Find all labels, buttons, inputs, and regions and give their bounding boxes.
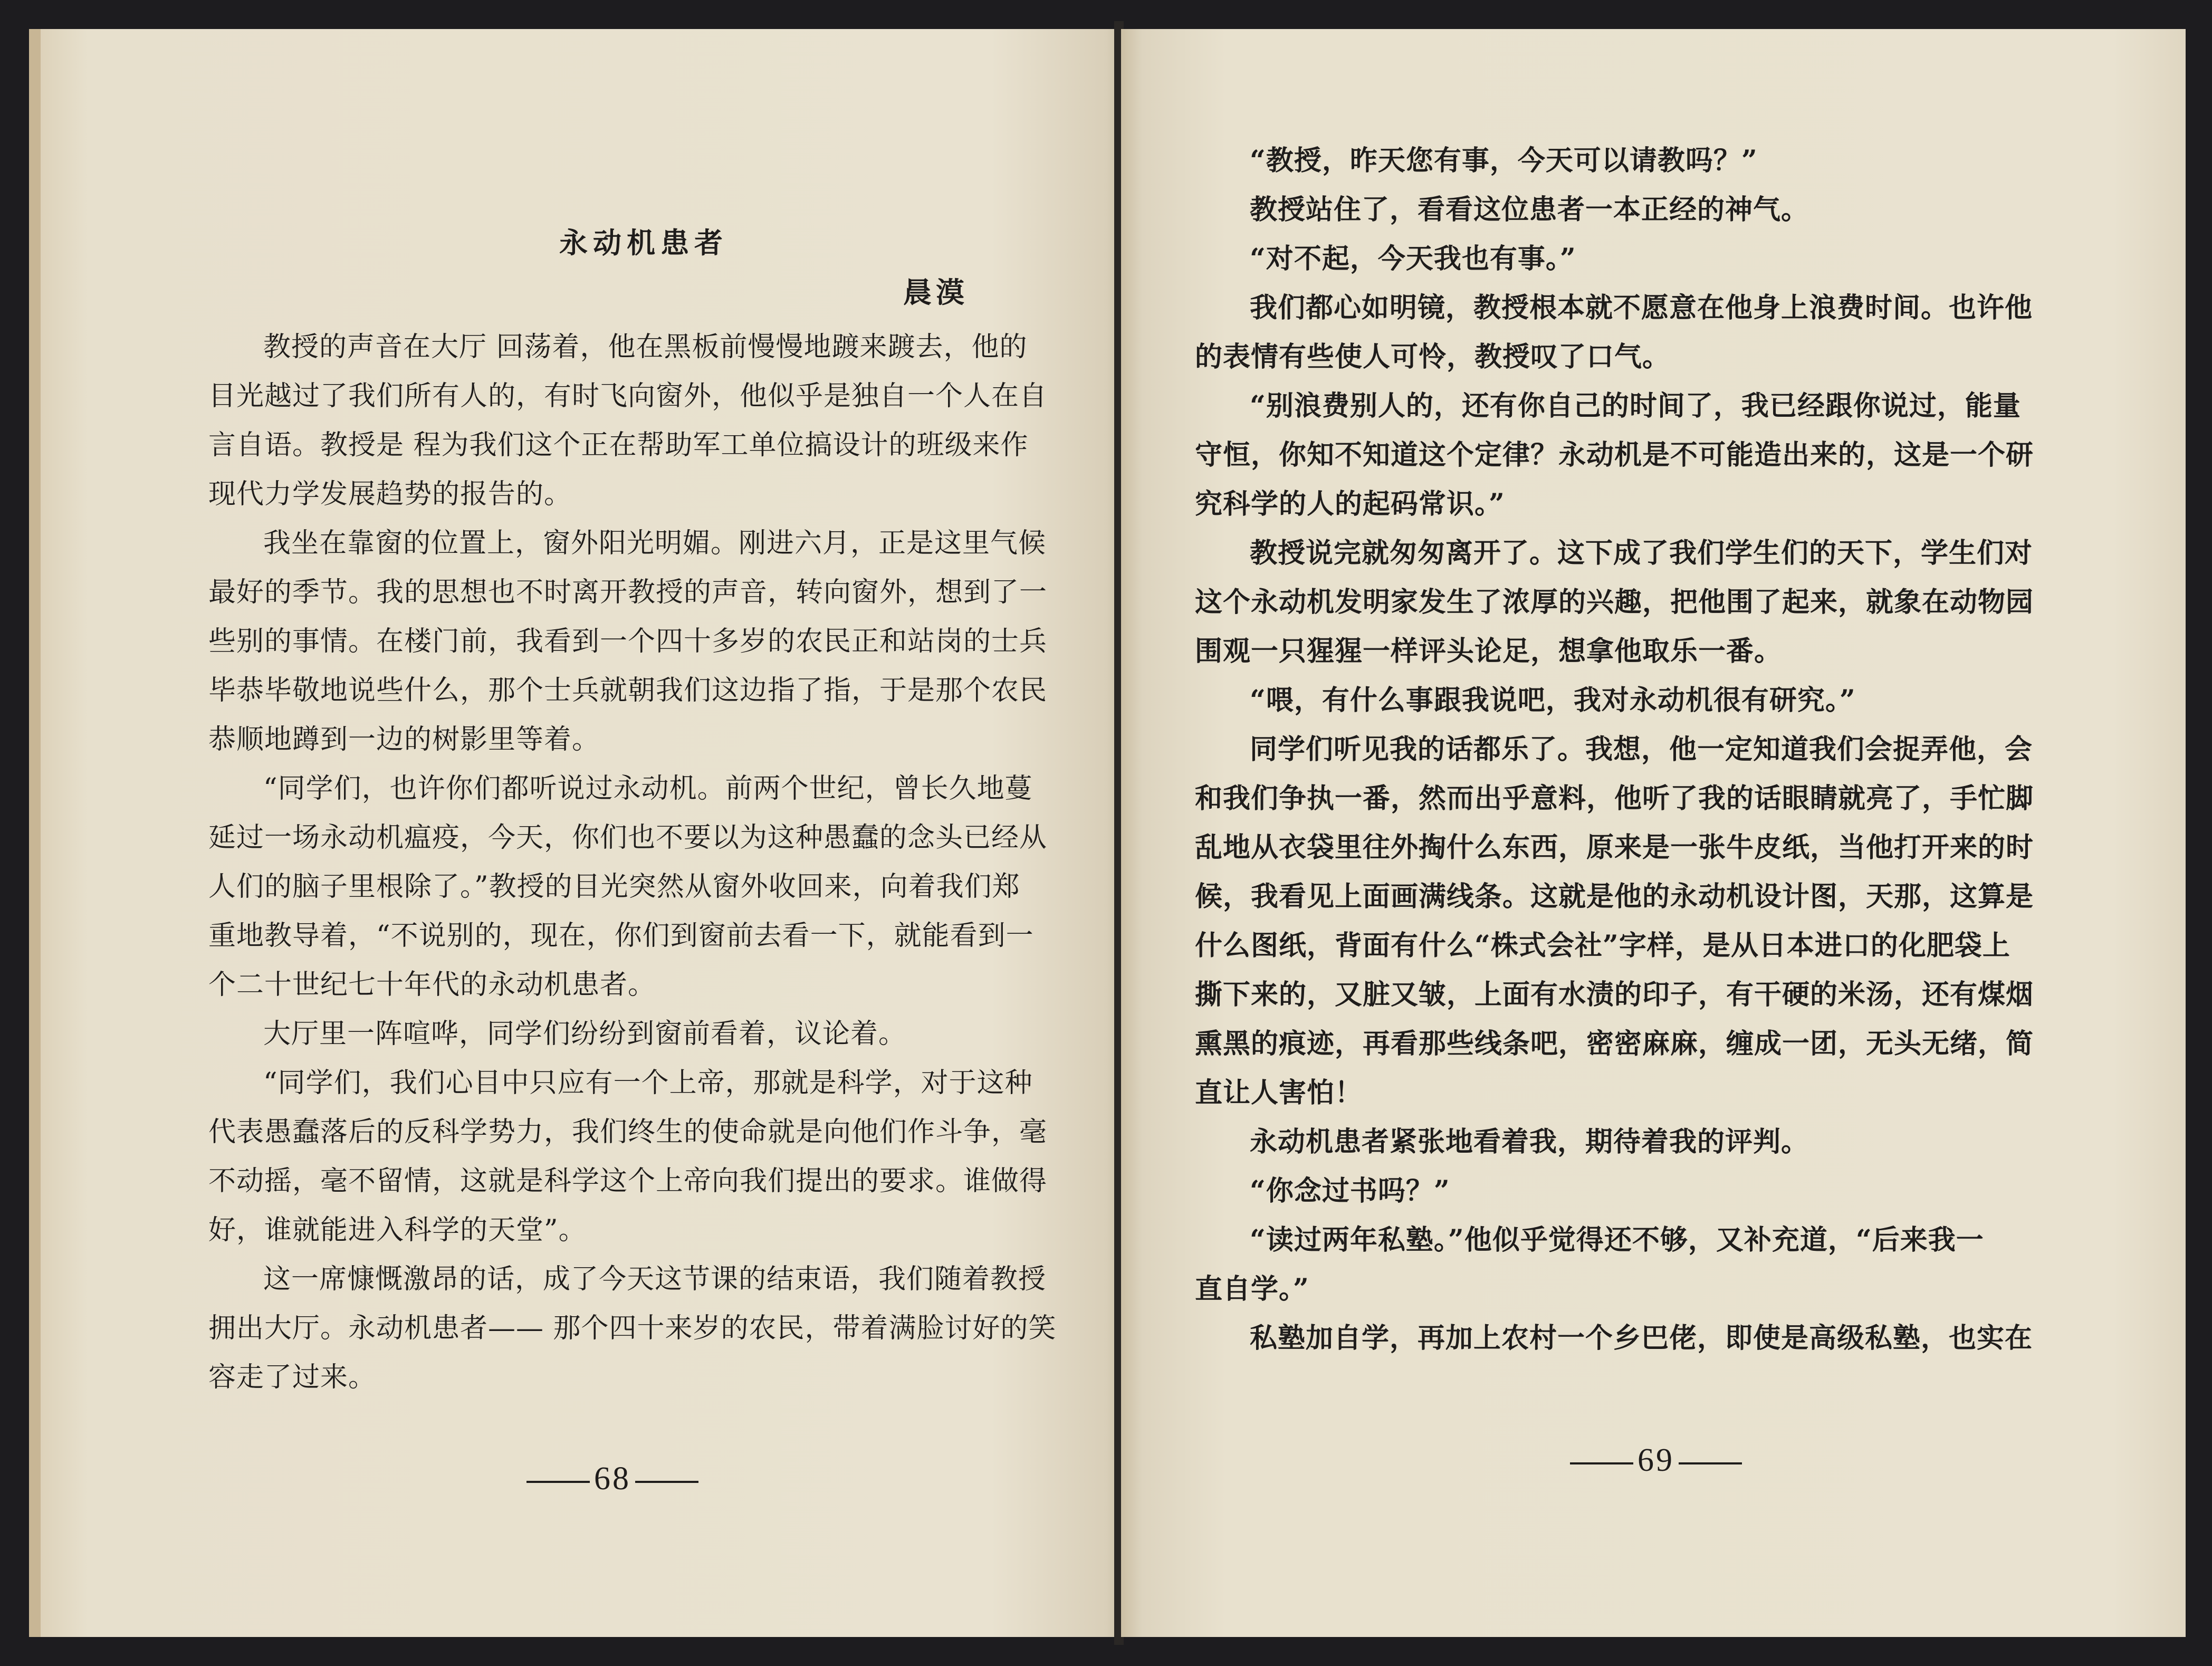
text-line: 这一席慷慨激昂的话，成了今天这节课的结束语，我们随着教授 <box>263 1263 1047 1295</box>
text-line: 好，谁就能进入科学的天堂”。 <box>208 1214 587 1246</box>
text-line: 乱地从衣袋里往外掏什么东西，原来是一张牛皮纸，当他打开来的时 <box>1195 831 2034 864</box>
text-line: 我坐在靠窗的位置上，窗外阳光明媚。刚进六月，正是这里气候 <box>263 528 1047 559</box>
text-line: “同学们，也许你们都听说过永动机。前两个世纪，曾长久地蔓 <box>263 773 1033 805</box>
text-line: 同学们听见我的话都乐了。我想，他一定知道我们会捉弄他，会 <box>1250 733 2033 765</box>
text-line: “喂，有什么事跟我说吧，我对永动机很有研究。” <box>1250 684 1856 716</box>
text-line: 重地教导着，“不说别的，现在，你们到窗前去看一下，就能看到一 <box>208 920 1034 952</box>
text-line: 直让人害怕！ <box>1195 1077 1363 1109</box>
text-line: 我们都心如明镜，教授根本就不愿意在他身上浪费时间。也许他 <box>1250 292 2033 324</box>
text-line: 教授说完就匆匆离开了。这下成了我们学生们的天下，学生们对 <box>1250 537 2033 569</box>
text-line: 永动机患者紧张地看着我，期待着我的评判。 <box>1250 1126 1809 1158</box>
page-number-value: 68 <box>594 1461 631 1497</box>
text-line: 容走了过来。 <box>208 1362 377 1393</box>
text-line: 恭顺地蹲到一边的树影里等着。 <box>208 724 600 755</box>
story-title: 永动机患者 <box>559 226 728 260</box>
text-line: 什么图纸，背面有什么“株式会社”字样，是从日本进口的化肥袋上 <box>1195 930 2010 962</box>
text-line: 直自学。” <box>1195 1273 1309 1305</box>
right-page-body <box>1195 136 2060 1363</box>
text-line: 这个永动机发明家发生了浓厚的兴趣，把他围了起来，就象在动物园 <box>1195 586 2034 618</box>
text-line: 延过一场永动机瘟疫，今天，你们也不要以为这种愚蠢的念头已经从 <box>208 822 1048 854</box>
page-number-left <box>522 1460 703 1498</box>
text-line: 毕恭毕敬地说些什么，那个士兵就朝我们这边指了指，于是那个农民 <box>208 675 1048 706</box>
text-line: 大厅里一阵喧哗，同学们纷纷到窗前看着，议论着。 <box>263 1018 907 1050</box>
text-line: 言自语。教授是 程为我们这个正在帮助军工单位搞设计的班级来作 <box>208 429 1029 461</box>
left-page-body <box>208 323 1074 1402</box>
text-line: “同学们，我们心目中只应有一个上帝，那就是科学，对于这种 <box>263 1067 1033 1099</box>
page-number-right <box>1566 1442 1746 1479</box>
story-author: 晨漠 <box>903 275 969 309</box>
text-line: 代表愚蠢落后的反科学势力，我们终生的使命就是向他们作斗争，毫 <box>208 1116 1048 1148</box>
text-line: “对不起，今天我也有事。” <box>1250 243 1576 275</box>
text-line: 目光越过了我们所有人的，有时飞向窗外，他似乎是独自一个人在自 <box>208 380 1048 412</box>
text-line: 究科学的人的起码常识。” <box>1195 488 1505 520</box>
text-line: 守恒，你知不知道这个定律？永动机是不可能造出来的，这是一个研 <box>1195 439 2034 471</box>
page-number-dash <box>526 1481 590 1483</box>
text-line: 人们的脑子里根除了。”教授的目光突然从窗外收回来，向着我们郑 <box>208 871 1020 903</box>
text-line: “别浪费别人的，还有你自己的时间了，我已经跟你说过，能量 <box>1250 390 2021 422</box>
text-line: 些别的事情。在楼门前，我看到一个四十多岁的农民正和站岗的士兵 <box>208 626 1048 657</box>
text-line: 的表情有些使人可怜，教授叹了口气。 <box>1195 341 1671 373</box>
text-line: 私塾加自学，再加上农村一个乡巴佬，即使是高级私塾，也实在 <box>1250 1322 2033 1354</box>
page-number-dash <box>1570 1462 1633 1464</box>
text-line: 教授的声音在大厅 回荡着，他在黑板前慢慢地踱来踱去，他的 <box>263 331 1028 363</box>
page-number-value: 69 <box>1638 1442 1674 1478</box>
page-number-dash <box>635 1481 698 1483</box>
text-line: 熏黑的痕迹，再看那些线条吧，密密麻麻，缠成一团，无头无绪，简 <box>1195 1028 2034 1060</box>
text-line: 不动摇，毫不留情，这就是科学这个上帝向我们提出的要求。谁做得 <box>208 1165 1048 1197</box>
text-line: 教授站住了，看看这位患者一本正经的神气。 <box>1250 194 1809 226</box>
text-line: 围观一只猩猩一样评头论足，想拿他取乐一番。 <box>1195 635 1783 667</box>
text-line: “读过两年私塾。”他似乎觉得还不够，又补充道，“后来我一 <box>1250 1224 1984 1256</box>
text-line: 候，我看见上面画满线条。这就是他的永动机设计图，天那，这算是 <box>1195 880 2034 913</box>
text-line: 拥出大厅。永动机患者—— 那个四十来岁的农民，带着满脸讨好的笑 <box>208 1313 1057 1344</box>
page-number-dash <box>1679 1462 1742 1464</box>
text-line: 和我们争执一番，然而出乎意料，他听了我的话眼睛就亮了，手忙脚 <box>1195 782 2034 815</box>
text-line: 撕下来的，又脏又皱，上面有水渍的印子，有干硬的米汤，还有煤烟 <box>1195 979 2034 1011</box>
text-line: “你念过书吗？” <box>1250 1175 1450 1207</box>
text-line: “教授，昨天您有事，今天可以请教吗？” <box>1250 145 1758 177</box>
text-line: 现代力学发展趋势的报告的。 <box>208 478 572 510</box>
text-line: 个二十世纪七十年代的永动机患者。 <box>208 969 656 1001</box>
text-line: 最好的季节。我的思想也不时离开教授的声音，转向窗外，想到了一 <box>208 577 1048 608</box>
